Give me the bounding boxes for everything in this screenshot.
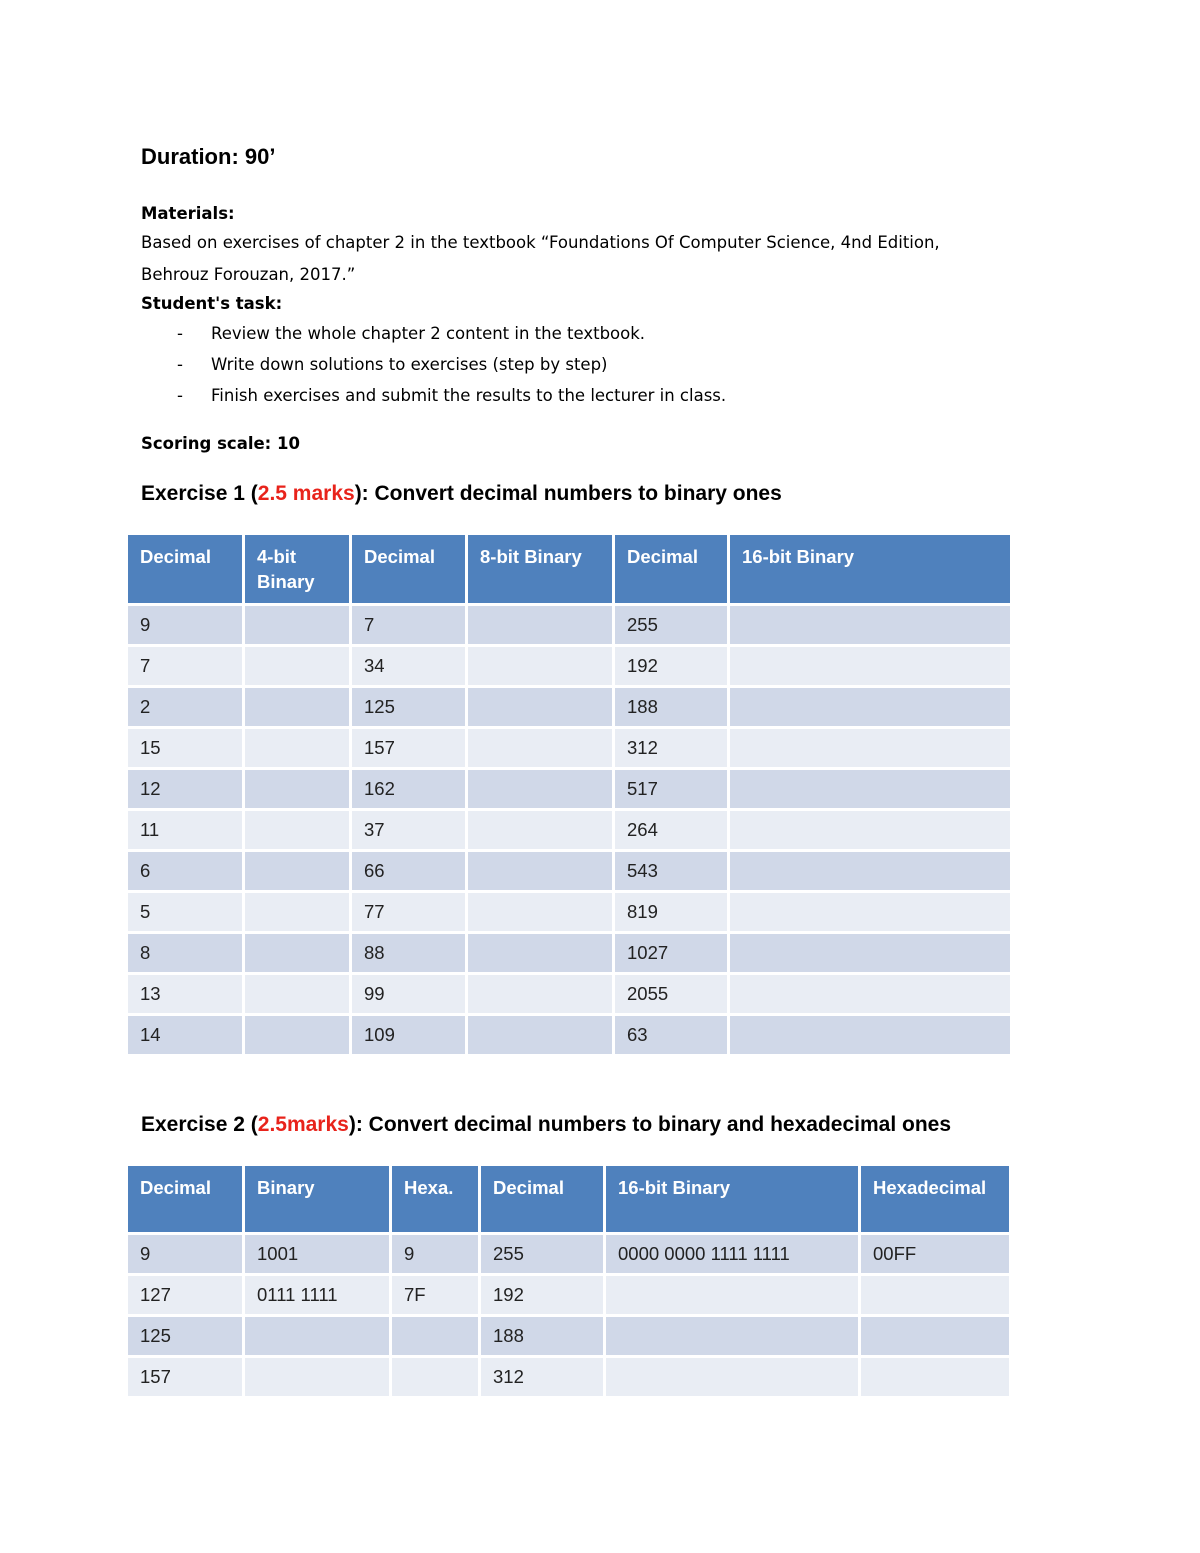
table-header-row [128,535,1010,603]
table-cell: 264 [615,811,727,849]
column-header: 8-bit Binary [468,535,612,603]
table-cell [245,811,349,849]
table-cell [245,770,349,808]
table-cell [245,893,349,931]
exercise-2-body [128,1235,1009,1396]
exercise-1-body [128,606,1010,1054]
table-cell [861,1317,1009,1355]
materials-text-line-1: Based on exercises of chapter 2 in the textbook “Foundations Of Computer Science, 4nd Edition, [141,233,940,252]
exercise-2-table [125,1163,1012,1399]
table-cell [730,1016,1010,1054]
table-row [128,1317,1009,1355]
table-row [128,688,1010,726]
table-cell [468,934,612,972]
table-cell [245,1358,389,1396]
table-cell: 2055 [615,975,727,1013]
exercise-1-title-prefix: Exercise 1 ( [141,482,258,505]
table-cell: 34 [352,647,465,685]
table-cell [468,811,612,849]
table-cell: 14 [128,1016,242,1054]
exercise-1-table [125,532,1013,1057]
table-cell: 99 [352,975,465,1013]
table-cell [245,729,349,767]
table-cell: 1027 [615,934,727,972]
table-cell: 255 [615,606,727,644]
table-cell [468,688,612,726]
table-cell [730,852,1010,890]
table-row [128,934,1010,972]
table-cell: 162 [352,770,465,808]
exercise-1-marks: 2.5 marks [257,482,355,505]
table-row [128,1016,1010,1054]
exercise-2-title [141,1113,951,1137]
table-cell [730,893,1010,931]
column-header: 16-bit Binary [730,535,1010,603]
dash-bullet: - [177,324,183,343]
table-cell [861,1358,1009,1396]
table-cell [468,852,612,890]
table-cell: 8 [128,934,242,972]
table-cell: 188 [481,1317,603,1355]
table-row [128,770,1010,808]
materials-text-line-2: Behrouz Forouzan, 2017.” [141,265,356,284]
table-cell [392,1358,478,1396]
table-cell [730,688,1010,726]
table-cell: 188 [615,688,727,726]
table-cell: 12 [128,770,242,808]
table-cell: 819 [615,893,727,931]
table-cell [730,975,1010,1013]
table-cell: 88 [352,934,465,972]
table-cell [245,1317,389,1355]
table-row [128,729,1010,767]
table-cell [730,606,1010,644]
exercise-1-title-suffix: ): Convert decimal numbers to binary ones [354,482,782,505]
column-header: Binary [245,1166,389,1232]
table-cell: 517 [615,770,727,808]
table-cell: 255 [481,1235,603,1273]
task-item-text: Write down solutions to exercises (step by step) [211,355,608,374]
column-header: Decimal [352,535,465,603]
table-cell [245,852,349,890]
table-cell [468,770,612,808]
table-cell: 543 [615,852,727,890]
table-cell [730,934,1010,972]
table-cell [468,729,612,767]
table-cell [730,811,1010,849]
table-cell: 127 [128,1276,242,1314]
students-task-label: Student's task: [141,294,283,313]
table-cell [245,606,349,644]
column-header: 4-bit Binary [245,535,349,603]
scoring-scale: Scoring scale: 10 [141,434,300,453]
table-cell [245,934,349,972]
column-header: Hexa. [392,1166,478,1232]
exercise-1-title [141,482,782,506]
table-row [128,975,1010,1013]
table-cell: 192 [481,1276,603,1314]
column-header: Decimal [128,535,242,603]
table-cell [861,1276,1009,1314]
table-cell: 66 [352,852,465,890]
table-cell: 00FF [861,1235,1009,1273]
column-header: Hexadecimal [861,1166,1009,1232]
column-header: Decimal [128,1166,242,1232]
table-cell [468,647,612,685]
table-cell [468,1016,612,1054]
table-cell: 13 [128,975,242,1013]
column-header: 16-bit Binary [606,1166,858,1232]
table-cell: 9 [128,606,242,644]
table-cell: 7 [128,647,242,685]
column-header: Decimal [481,1166,603,1232]
table-cell: 6 [128,852,242,890]
table-cell: 63 [615,1016,727,1054]
table-row [128,1358,1009,1396]
table-cell [392,1317,478,1355]
table-cell: 0111 1111 [245,1276,389,1314]
table-cell [245,1016,349,1054]
table-cell: 9 [128,1235,242,1273]
task-item-text: Review the whole chapter 2 content in the textbook. [211,324,646,343]
table-cell: 312 [481,1358,603,1396]
table-cell: 5 [128,893,242,931]
table-cell [606,1358,858,1396]
table-cell: 77 [352,893,465,931]
table-cell: 7 [352,606,465,644]
column-header: Decimal [615,535,727,603]
duration-heading: Duration: 90’ [141,144,276,169]
table-cell: 312 [615,729,727,767]
table-cell [730,729,1010,767]
materials-label: Materials: [141,204,235,223]
table-cell [730,647,1010,685]
table-cell: 125 [128,1317,242,1355]
table-row [128,647,1010,685]
table-row [128,852,1010,890]
table-row [128,606,1010,644]
table-cell [468,606,612,644]
table-cell [730,770,1010,808]
table-cell: 11 [128,811,242,849]
table-cell: 192 [615,647,727,685]
exercise-2-marks: 2.5marks [257,1113,349,1136]
table-cell: 7F [392,1276,478,1314]
table-cell: 0000 0000 1111 1111 [606,1235,858,1273]
table-cell [468,893,612,931]
table-row [128,1276,1009,1314]
exercise-2-title-prefix: Exercise 2 ( [141,1113,258,1136]
table-cell: 157 [128,1358,242,1396]
table-cell [606,1317,858,1355]
dash-bullet: - [177,386,183,405]
dash-bullet: - [177,355,183,374]
table-row [128,811,1010,849]
table-cell [606,1276,858,1314]
table-cell [468,975,612,1013]
table-row [128,1235,1009,1273]
table-cell: 1001 [245,1235,389,1273]
table-cell: 15 [128,729,242,767]
table-header-row [128,1166,1009,1232]
table-cell: 109 [352,1016,465,1054]
exercise-2-title-suffix: ): Convert decimal numbers to binary and hexadecimal ones [348,1113,952,1136]
table-cell: 157 [352,729,465,767]
task-item-text: Finish exercises and submit the results to the lecturer in class. [211,386,727,405]
table-cell [245,688,349,726]
table-row [128,893,1010,931]
table-cell: 37 [352,811,465,849]
table-cell [245,975,349,1013]
table-cell: 125 [352,688,465,726]
table-cell [245,647,349,685]
table-cell: 9 [392,1235,478,1273]
table-cell: 2 [128,688,242,726]
